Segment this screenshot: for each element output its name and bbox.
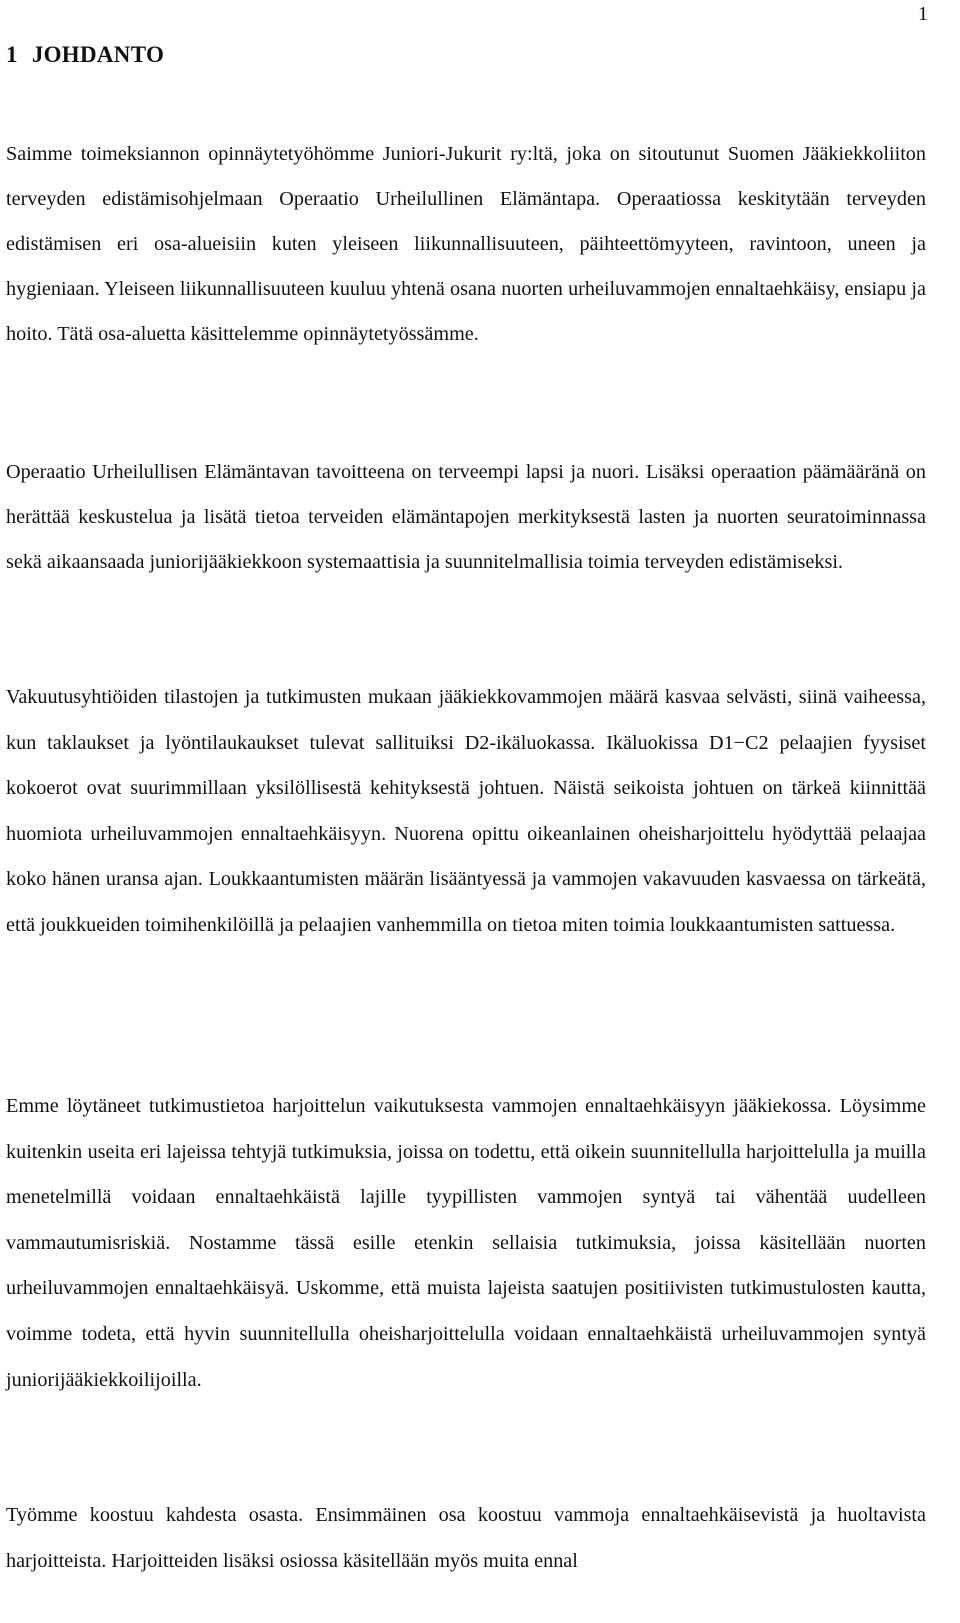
page-number: 1 xyxy=(918,3,928,25)
paragraph-research-background: Emme löytäneet tutkimustietoa harjoittelun vaikutuksesta vammojen ennaltaehkäisyyn jääkiekossa. Löysimme kuitenkin useita eri lajeissa tehtyjä tutkimuksia, joissa on todettu, että oikein suunnitellulla harjoittelulla ja muilla menetelmillä voidaan ennaltaehkäistä lajille tyypillisten vammojen syntyä tai vähentää uudelleen vammautumisriskiä. Nostamme tässä esille etenkin sellaisia tutkimuksia, joissa käsitellään nuorten urheiluvammojen ennaltaehkäisyä. Uskomme, että muista lajeista saatujen positiivisten tutkimustulosten kautta, voimme todeta, että hyvin suunnitellulla oheisharjoittelulla voidaan ennaltaehkäistä urheiluvammojen syntyä juniorijääkiekkoilijoilla. xyxy=(6,1095,926,1391)
paragraph-injury-statistics: Vakuutusyhtiöiden tilastojen ja tutkimusten mukaan jääkiekkovammojen määrä kasvaa selvästi, siinä vaiheessa, kun taklaukset ja lyöntilaukaukset tulevat sallituiksi D2-ikäluokassa. Ikäluokissa D1−C2 pelaajien fyysiset kokoerot ovat suurimmillaan yksilöllisestä kehityksestä johtuen. Näistä seikoista johtuen on tärkeä kiinnittää huomiota urheiluvammojen ennaltaehkäisyyn. Nuorena opittu oikeanlainen oheisharjoittelu hyödyttää pelaajaa koko hänen uransa ajan. Loukkaantumisten määrän lisääntyessä ja vammojen vakavuuden kasvaessa on tärkeätä, että joukkueiden toimihenkilöillä ja pelaajien vanhemmilla on tietoa miten toimia loukkaantumisten sattuessa. xyxy=(6,686,926,936)
chapter-heading xyxy=(6,42,164,68)
paragraph-commission: Saimme toimeksiannon opinnäytetyöhömme Juniori-Jukurit ry:ltä, joka on sitoutunut Suomen Jääkiekkoliiton terveyden edistämisohjelmaan Operaatio Urheilullinen Elämäntapa. Operaatiossa keskitytään terveyden edistämisen eri osa-alueisiin kuten yleiseen liikunnallisuuteen, päihteettömyyteen, ravintoon, uneen ja hygieniaan. Yleiseen liikunnallisuuteen kuuluu yhtenä osana nuorten urheiluvammojen ennaltaehkäisy, ensiapu ja hoito. Tätä osa-aluetta käsittelemme opinnäytetyössämme. xyxy=(6,143,926,345)
paragraph-work-structure: Työmme koostuu kahdesta osasta. Ensimmäinen osa koostuu vammoja ennaltaehkäisevistä ja huoltavista harjoitteista. Harjoitteiden lisäksi osiossa käsitellään myös muita ennal xyxy=(6,1504,926,1572)
paragraph-operation-goals: Operaatio Urheilullisen Elämäntavan tavoitteena on terveempi lapsi ja nuori. Lisäksi operaation päämääränä on herättää keskustelua ja lisätä tietoa terveiden elämäntapojen merkityksestä lasten ja nuorten seuratoiminnassa sekä aikaansaada juniorijääkiekkoon systemaattisia ja suunnitelmallisia toimia terveyden edistämiseksi. xyxy=(6,461,926,573)
chapter-title: JOHDANTO xyxy=(31,42,165,67)
chapter-number: 1 xyxy=(6,42,18,67)
